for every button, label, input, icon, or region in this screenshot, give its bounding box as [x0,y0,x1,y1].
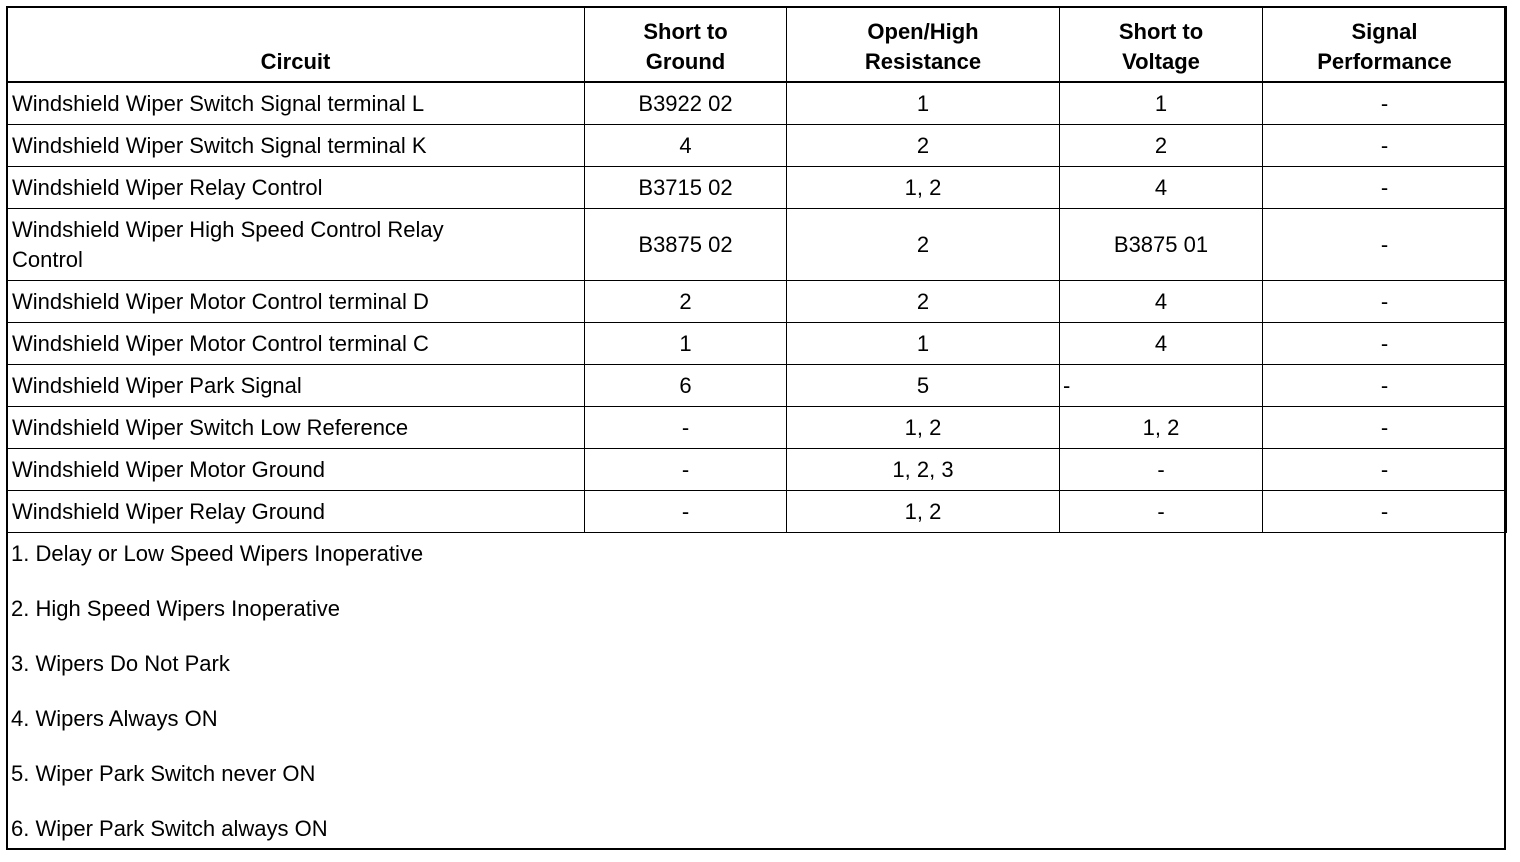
table-row [7,167,1507,209]
short-to-voltage-cell: 4 [1060,167,1263,209]
signal-performance-cell: - [1263,491,1507,533]
header-row [7,7,1507,83]
open-high-resistance-cell: 1, 2 [787,407,1060,449]
footnote-item: 1. Delay or Low Speed Wipers Inoperative [11,541,424,566]
signal-performance-cell: - [1263,323,1507,365]
short-to-voltage-cell: 1, 2 [1060,407,1263,449]
table-row [7,125,1507,167]
footnote-item: 3. Wipers Do Not Park [11,651,230,676]
signal-performance-cell: - [1263,449,1507,491]
circuit-cell: Windshield Wiper Motor Control terminal D [7,281,585,323]
footnote-item: 4. Wipers Always ON [11,706,218,731]
circuit-cell: Windshield Wiper Relay Ground [7,491,585,533]
table-row [7,491,1507,533]
open-high-resistance-cell: 1, 2 [787,167,1060,209]
table-row [7,281,1507,323]
circuit-cell: Windshield Wiper Switch Signal terminal L [7,82,585,125]
footnotes [6,532,1506,862]
header-short-to-ground: Short to Ground [585,7,787,83]
table-row [7,209,1507,281]
table-row [7,365,1507,407]
signal-performance-cell: - [1263,281,1507,323]
short-to-ground-cell: 4 [585,125,787,167]
signal-performance-cell: - [1263,365,1507,407]
header-circuit: Circuit [7,7,585,83]
short-to-voltage-cell: - [1060,449,1263,491]
short-to-voltage-cell: - [1060,491,1263,533]
signal-performance-cell: - [1263,125,1507,167]
short-to-voltage-cell: B3875 01 [1060,209,1263,281]
circuit-cell: Windshield Wiper Switch Low Reference [7,407,585,449]
table-row [7,323,1507,365]
signal-performance-cell: - [1263,407,1507,449]
circuit-cell: Windshield Wiper Relay Control [7,167,585,209]
footnote-item: 2. High Speed Wipers Inoperative [11,596,340,621]
short-to-ground-cell: 2 [585,281,787,323]
open-high-resistance-cell: 5 [787,365,1060,407]
header-short-to-voltage: Short to Voltage [1060,7,1263,83]
circuit-cell: Windshield Wiper High Speed Control Relay Control [7,209,585,281]
open-high-resistance-cell: 1 [787,82,1060,125]
short-to-voltage-cell: - [1060,365,1263,407]
circuit-cell: Windshield Wiper Motor Control terminal C [7,323,585,365]
short-to-voltage-cell: 4 [1060,281,1263,323]
signal-performance-cell: - [1263,82,1507,125]
short-to-ground-cell: B3715 02 [585,167,787,209]
short-to-ground-cell: 6 [585,365,787,407]
short-to-ground-cell: B3875 02 [585,209,787,281]
footnote-item: 5. Wiper Park Switch never ON [11,761,316,786]
short-to-voltage-cell: 4 [1060,323,1263,365]
short-to-voltage-cell: 2 [1060,125,1263,167]
table-row [7,82,1507,125]
table-row [7,407,1507,449]
open-high-resistance-cell: 2 [787,209,1060,281]
open-high-resistance-cell: 1 [787,323,1060,365]
signal-performance-cell: - [1263,167,1507,209]
short-to-ground-cell: B3922 02 [585,82,787,125]
footnote-item: 6. Wiper Park Switch always ON [11,816,328,841]
short-to-ground-cell: - [585,407,787,449]
short-to-ground-cell: - [585,491,787,533]
table-row [7,449,1507,491]
short-to-ground-cell: 1 [585,323,787,365]
circuit-cell: Windshield Wiper Switch Signal terminal K [7,125,585,167]
circuit-cell: Windshield Wiper Motor Ground [7,449,585,491]
open-high-resistance-cell: 2 [787,281,1060,323]
circuit-table [6,6,1507,533]
header-signal-performance: Signal Performance [1263,7,1507,83]
open-high-resistance-cell: 1, 2, 3 [787,449,1060,491]
open-high-resistance-cell: 2 [787,125,1060,167]
open-high-resistance-cell: 1, 2 [787,491,1060,533]
signal-performance-cell: - [1263,209,1507,281]
short-to-voltage-cell: 1 [1060,82,1263,125]
circuit-cell: Windshield Wiper Park Signal [7,365,585,407]
header-open-high-resistance: Open/High Resistance [787,7,1060,83]
short-to-ground-cell: - [585,449,787,491]
